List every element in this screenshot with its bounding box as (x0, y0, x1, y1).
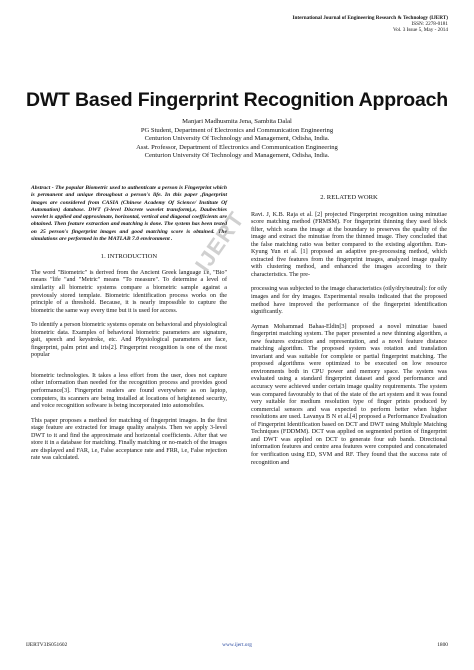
affiliation-1-dept: PG Student, Department of Electronics and Communication Engineering (140, 126, 334, 134)
affiliation-2-org: Centurion University Of Technology and Management, Odisha, India. (144, 152, 330, 160)
related-paragraph-2: processing was subjected to the image characteristics (oily/dry/neutral): for oily images and for dry images. Experimental results indicated that the proposed method have improved the performance of the fingerprint identification significantly. (251, 286, 447, 316)
section-heading-introduction: 1. INTRODUCTION (100, 253, 158, 261)
intro-paragraph-1: The word "Biometric" is derived from the Ancient Greek language i.e, "Bio" means "life "and "Metric" means "To measure". To determine a level of similarity all biometric systems compare a biometric sample against a previously stored template. Biometric identification process works on the principle of a threshold. Because, it is nearly impossible to capture the biometric the same way every time but it is used for access. (31, 269, 227, 314)
affiliation-1-org: Centurion University Of Technology and Management, Odisha, India. (144, 135, 330, 143)
journal-header (293, 15, 449, 34)
paper-id: IJERTV3IS051602 (26, 642, 68, 648)
journal-name: International Journal of Engineering Research & Technology (IJERT) (292, 15, 448, 21)
paper-title: DWT Based Fingerprint Recognition Approach (25, 89, 449, 111)
intro-paragraph-4: This paper proposes a method for matching of fingerprint images. In the first stage feature are extracted for image quality analysis. Then we apply 3-level DWT to it and find the approximate and horizontal coefficients. After that we store it in a database for matching. Finally matching or no-match of the images are displayed and FAR, i.e, False acceptance rate and FRR, i.e, False rejection rate was calculated. (31, 417, 227, 462)
author-names: Manjari Madhusmita Jena, Sambita Dalal (182, 118, 292, 125)
abstract: Abstract - The popular Biometric used to authenticate a person is Fingerprint which is permanent and unique throughout a person's life. In this paper ,fingerprint images are considered from CASIA (Chinese Academy Of Science/ Institute Of Automation) database. DWT (3-level Discrete wavelet transform),e, Daubechies wavelet is applied and approximate, horizontal, vertical and diagonal coefficients are obtained. Then feature extraction and matching is done. The system has been tested on 25 person's fingerprint images and good matching score is obtained. The simulations are performed in the MATLAB 7.0 environment . (31, 185, 227, 243)
issn: ISSN: 2278-0181 (411, 21, 448, 28)
affiliation-2-dept: Asst. Professor, Department of Electronics and Communication Engineering (136, 143, 338, 151)
ijert-watermark: IJERT (190, 206, 250, 277)
left-column (31, 185, 227, 470)
right-column (251, 194, 447, 474)
section-heading-related-work: 2. RELATED WORK (320, 194, 378, 201)
volume-issue: Vol. 3 Issue 5, May - 2014 (393, 27, 448, 34)
intro-paragraph-3: biometric technologies. It takes a less effort from the user, does not capture other information than needed for the recognition process and provides good performance[3]. Fingerprint readers are found everywhere as on laptop, computers, its scanners are being installed at locations of heightened security, and voice recognition software is being incorporated into automobiles. (31, 372, 227, 410)
author-block (0, 118, 474, 161)
intro-paragraph-2: To identify a person biometric systems operate on behavioral and physiological biometric data. Examples of behavioral biometric parameters are signature, gait, speech and keystroke, etc. And Physiological parameters are face, fingerprint, palm print and iris[2]. Fingerprint recognition is one of the most popular (31, 322, 227, 359)
related-paragraph-1: Ravi. J, K.B. Raja et al. [2] projected Fingerprint recognition using minutiae score matching method (FRMSM). For fingerprint thinning they used block filter, which scans the image at the boundary to preserves the quality of the image and extract the minutiae from the thinned image. They concluded that the false matching ratio was better compared to the existing algorithm. Eun-Kyung Yun et al. [1] proposed an adaptive pre-processing method, which extracted five features from the fingerprint images, analyzed image quality with clustering method, and enhanced the images according to their characteristics. The pre- (251, 211, 447, 278)
related-paragraph-3: Ayman Mohammad Bahaa-Eldin[3] proposed a novel minutiae based fingerprint matching system. The paper presented a new thinning algorithm, a new features extraction and representation, and a novel feature distance matching algorithm. The proposed system was rotation and translation invariant and was suitable for complete or partial fingerprint matching. The proposed algorithms were optimized to be executed on low resource environments both in CPU power and memory space. The system was evaluated using a standard fingerprint dataset and good performance and accuracy were achieved under certain image quality requirements. The system was compared favourably to that of the state of the art system and it was found very suitable for medium resolution type of finger prints produced by commercial sensors and was expected to perform better when higher resolutions are used. Lavanya B N et al.[4] proposed a Performance Evaluation of Fingerprint Identification based on DCT and DWT using Multiple Matching Techniques (FDDMM). DCT was applied on segmented portion of fingerprint and DWT was applied on DCT to generate four sub bands. Directional information features and centre area features were computed and concatenated for verification using ED, SVM and RF. They found that the success rate of recognition and (251, 323, 447, 466)
journal-website-link[interactable]: www.ijert.org (222, 642, 252, 648)
page-number: 1800 (437, 642, 448, 648)
